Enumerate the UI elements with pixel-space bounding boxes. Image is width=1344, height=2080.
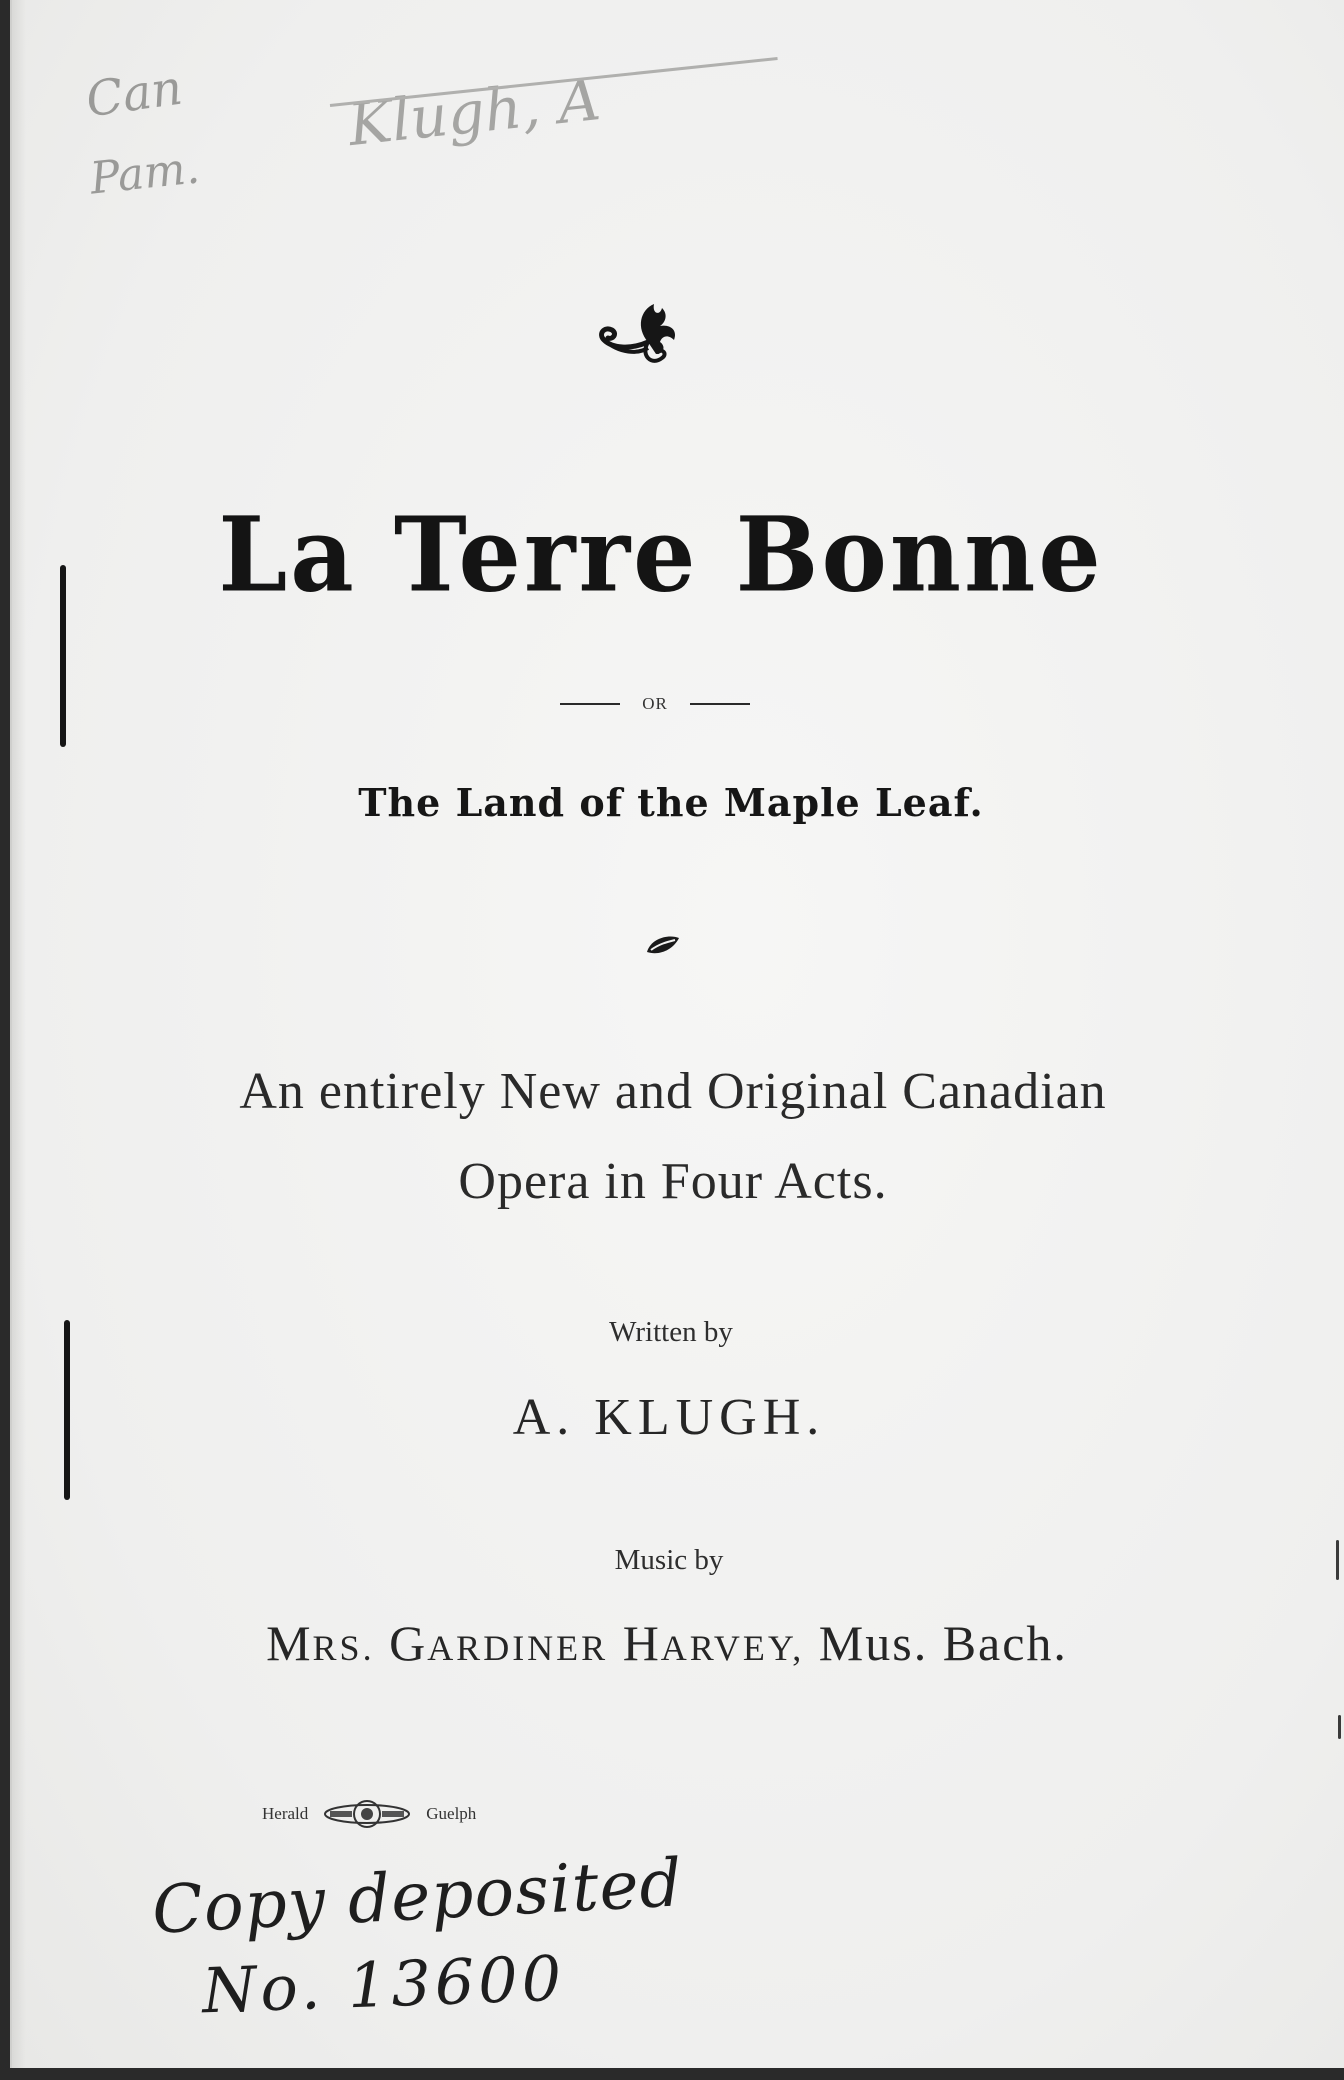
composer-degree: Mus. Bach. (818, 1615, 1068, 1671)
imprint-guelph: Guelph (426, 1804, 477, 1823)
composer-initial: G (389, 1615, 428, 1671)
printer-imprint (262, 1796, 476, 1832)
spine-shadow (12, 0, 26, 2068)
imprint-herald: Herald (262, 1804, 309, 1823)
description-line-1: An entirely New and Original Canadian (239, 1063, 1107, 1120)
or-divider (560, 694, 750, 714)
page-subtitle: The Land of the Maple Leaf. (358, 780, 984, 825)
edge-mark (1336, 1540, 1339, 1580)
composer-smallcaps: ARVEY, (660, 1628, 805, 1668)
composer-smallcaps: ARDINER (427, 1628, 609, 1668)
composer-initial: M (266, 1615, 313, 1671)
composer-initial: H (622, 1615, 661, 1671)
pencil-struck-name: Klugh, A (345, 64, 604, 160)
composer-smallcaps: RS. (312, 1628, 375, 1668)
description-line-2: Opera in Four Acts. (458, 1153, 888, 1210)
composer-name (10, 1614, 1334, 1672)
pencil-note-pam: Pam. (87, 142, 202, 205)
written-by-label: Written by (609, 1316, 733, 1348)
handwritten-copy-deposited: Copy deposited (150, 1844, 685, 1949)
divider-rule (560, 703, 620, 705)
divider-rule (690, 703, 750, 705)
scroll-leaf-ornament-icon (590, 298, 710, 373)
union-label-icon (322, 1796, 412, 1832)
edge-mark (1338, 1715, 1341, 1739)
handwritten-number: No. 13600 (200, 1941, 567, 2028)
leaf-ornament-icon (643, 930, 683, 965)
title-page (10, 0, 1344, 2068)
author-name: A. KLUGH. (512, 1389, 826, 1446)
or-label: OR (642, 694, 668, 713)
pencil-note-can: Can (82, 59, 186, 129)
music-by-label: Music by (614, 1544, 724, 1576)
page-title: La Terre Bonne (218, 495, 1104, 616)
